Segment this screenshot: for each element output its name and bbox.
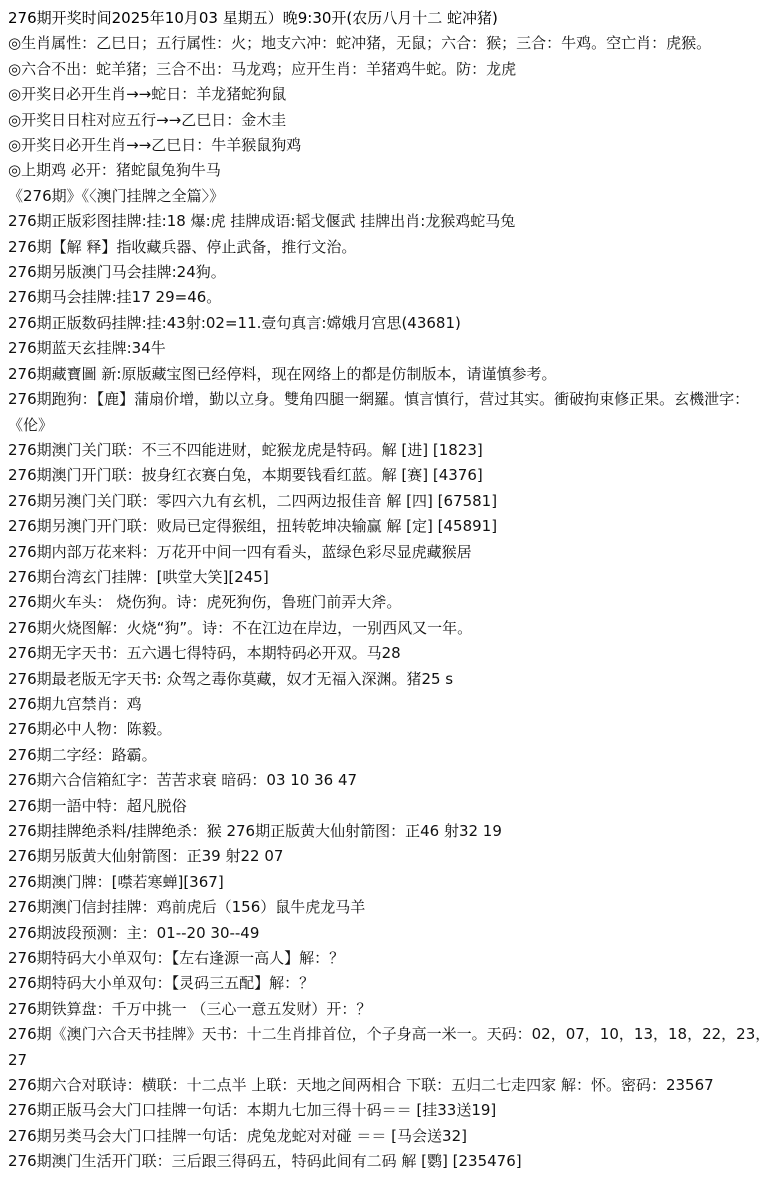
document-line: 276期澳门开门联：披身红衣赛白兔，本期要钱看红蓝。解 [赛] [4376] (8, 466, 483, 485)
document-line: 276期二字经：路霸。 (8, 745, 157, 764)
document-line: 276期藏寶圖 新:原版藏宝图已经停料，现在网络上的都是仿制版本，请谨慎参考。 (8, 364, 557, 383)
document-line: 276期正版彩图挂牌:挂:18 爆:虎 挂牌成语:韬戈偃武 挂牌出肖:龙猴鸡蛇马兔 (8, 212, 516, 231)
document-line: ◎开奖日日柱对应五行→→乙巳日：金木圭 (8, 110, 287, 129)
document-line: 276期另类马会大门口挂牌一句话：虎兔龙蛇对对碰 ＝＝ [马会送32] (8, 1126, 467, 1145)
document-line: 276期跑狗：【鹿】蒲扇价增，勤以立身。雙角四腿一網羅。慎言慎行，营过其实。衝破拘束修正果。玄機泄字：《伦》 (8, 390, 750, 434)
document-line: 276期蓝天玄挂牌:34牛 (8, 339, 166, 358)
document-line: 276期六合信箱紅字：苦苦求衰 暗码：03 10 36 47 (8, 771, 358, 790)
document-line: 276期火烧图解：火烧“狗”。诗：不在江边在岸边，一别西风又一年。 (8, 618, 473, 637)
document-title: 276期开奖时间2025年10月03 星期五）晚9:30开(农历八月十二 蛇冲猪) (8, 9, 498, 27)
document-line: ◎生肖属性：乙巳日；五行属性：火；地支六冲：蛇冲猪，无鼠；六合：猴；三合：牛鸡。空亡肖：虎猴。 (8, 34, 712, 53)
document-line: 276期六合对联诗：横联：十二点半 上联：天地之间两相合 下联：五归二七走四家 解：怀。密码：23567 (8, 1076, 714, 1095)
document-line: 276期最老版无字天书: 众驾之毒你莫藏，奴才无福入深渊。猪25 s (8, 669, 454, 688)
document-line: 276期火车头： 烧伤狗。诗：虎死狗伤，鲁班门前弄大斧。 (8, 593, 402, 612)
document-line: ◎六合不出：蛇羊猪；三合不出：马龙鸡；应开生肖：羊猪鸡牛蛇。防：龙虎 (8, 59, 517, 78)
document-line: 276期一語中特：超凡脱俗 (8, 796, 187, 815)
document-line: 276期马会挂牌:挂17 29=46。 (8, 288, 222, 307)
document-line: 276期澳门牌：[噤若寒蝉][367] (8, 872, 224, 891)
document-line: 276期澳门生活开门联：三后跟三得码五，特码此间有二码 解 [鹦] [235476] (8, 1152, 522, 1171)
document-line: 276期另版澳门马会挂牌:24狗。 (8, 263, 226, 282)
document-line: 276期台湾玄门挂牌：[哄堂大笑][245] (8, 567, 269, 586)
document-line: 276期另澳门开门联：败局已定得猴组，扭转乾坤决输赢 解 [定] [45891] (8, 517, 498, 536)
document-line: 276期铁算盘：千万中挑一 （三心一意五发财）开：？ (8, 999, 372, 1018)
document-line: ◎开奖日必开生肖→→蛇日：羊龙猪蛇狗鼠 (8, 85, 287, 104)
document-line: 276期正版数码挂牌:挂:43射:02=11.壹句真言:嫦娥月宫思(43681) (8, 313, 461, 332)
document-line: ◎开奖日必开生肖→→乙巳日：牛羊猴鼠狗鸡 (8, 136, 302, 155)
document-line: 276期波段预测：主：01--20 30--49 (8, 923, 260, 942)
document-line: 276期澳门关门联：不三不四能进财，蛇猴龙虎是特码。解 [进] [1823] (8, 440, 483, 459)
document-line: 276期另版黄大仙射箭图：正39 射22 07 (8, 847, 284, 866)
document-line: ◎上期鸡 必开：猪蛇鼠兔狗牛马 (8, 161, 221, 180)
document-line: 276期特码大小单双句：【左右逢源一高人】解：？ (8, 949, 345, 968)
document-line: 276期澳门信封挂牌：鸡前虎后（156）鼠牛虎龙马羊 (8, 898, 366, 917)
document-line: 276期内部万花来料：万花开中间一四有看头，蓝绿色彩尽显虎藏猴居 (8, 542, 472, 561)
document-line: 276期【解 释】指收藏兵器、停止武备，推行文治。 (8, 237, 357, 256)
document-line: 276期正版马会大门口挂牌一句话：本期九七加三得十码＝＝ [挂33送19] (8, 1101, 497, 1120)
document-line: 276期挂牌绝杀料/挂牌绝杀：猴 276期正版黄大仙射箭图：正46 射32 19 (8, 822, 502, 840)
document-line: 276期《澳门六合天书挂牌》天书：十二生肖排首位，个子身高一米一。天码：02，07，10，13，18，22，23，27 (8, 1025, 771, 1069)
document-line: 276期九宫禁肖：鸡 (8, 694, 142, 713)
document-line: 276期无字天书：五六遇七得特码，本期特码必开双。马28 (8, 644, 401, 663)
document-line: 276期另澳门关门联：零四六九有玄机，二四两边报佳音 解 [四] [67581] (8, 491, 498, 510)
document-line: 276期特码大小单双句：【灵码三五配】解：？ (8, 974, 315, 993)
document-line: 《276期》《〈澳门挂牌之全篇〉》 (8, 186, 225, 205)
document-line: 276期必中人物：陈毅。 (8, 720, 172, 739)
